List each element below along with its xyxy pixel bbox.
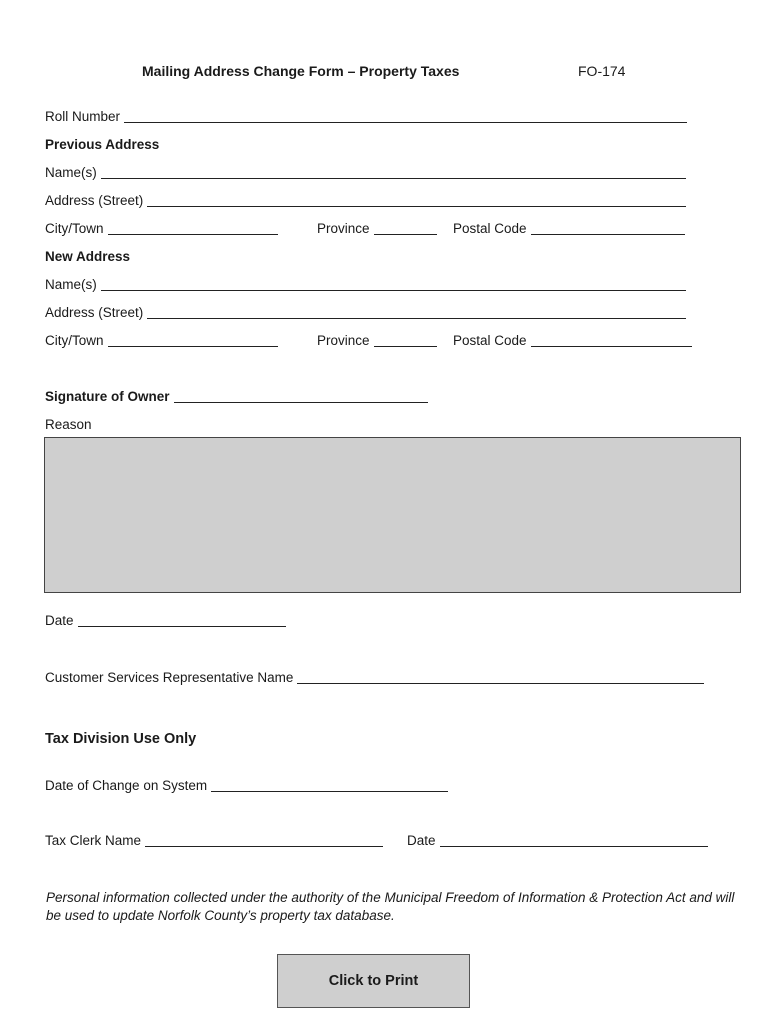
signature-field[interactable] [174,390,428,403]
previous-city-label: City/Town [45,221,104,236]
tax-clerk-date-row [407,833,708,849]
previous-city-row [45,221,278,237]
tax-clerk-date-label: Date [407,833,436,848]
form-title: Mailing Address Change Form – Property Taxes [142,63,460,79]
tax-clerk-field[interactable] [145,834,383,847]
tax-division-heading: Tax Division Use Only [45,731,197,747]
previous-city-field[interactable] [108,222,278,235]
date-change-row [45,778,448,794]
date-change-label: Date of Change on System [45,778,208,793]
roll-number-field[interactable] [124,110,687,123]
new-street-field[interactable] [147,306,686,319]
previous-province-label: Province [317,221,370,236]
tax-clerk-date-field[interactable] [440,834,708,847]
new-city-row [45,333,278,349]
signature-row [45,389,428,405]
reason-textarea[interactable] [44,437,741,593]
signature-label: Signature of Owner [45,389,170,404]
new-address-heading: New Address [45,249,131,264]
form-code: FO-174 [578,63,626,79]
new-names-label: Name(s) [45,277,97,292]
new-province-label: Province [317,333,370,348]
new-names-row [45,277,686,293]
previous-street-field[interactable] [147,194,686,207]
previous-names-label: Name(s) [45,165,97,180]
previous-province-field[interactable] [374,222,437,235]
new-street-label: Address (Street) [45,305,144,320]
new-postal-label: Postal Code [453,333,527,348]
new-province-row [317,333,437,349]
previous-names-row [45,165,686,181]
csr-label: Customer Services Representative Name [45,670,294,685]
csr-row [45,670,704,686]
date-field[interactable] [78,614,286,627]
previous-names-field[interactable] [101,166,686,179]
previous-postal-label: Postal Code [453,221,527,236]
date-change-field[interactable] [211,779,448,792]
new-postal-field[interactable] [531,334,692,347]
previous-postal-field[interactable] [531,222,685,235]
previous-street-label: Address (Street) [45,193,144,208]
new-province-field[interactable] [374,334,437,347]
previous-postal-row [453,221,685,237]
reason-label: Reason [45,417,92,432]
tax-clerk-row [45,833,383,849]
new-names-field[interactable] [101,278,686,291]
csr-field[interactable] [297,671,704,684]
previous-address-heading: Previous Address [45,137,160,152]
new-postal-row [453,333,692,349]
roll-number-row [45,109,687,125]
new-street-row [45,305,686,321]
print-button[interactable]: Click to Print [277,954,470,1008]
new-city-field[interactable] [108,334,278,347]
date-row [45,613,286,629]
privacy-notice: Personal information collected under the authority of the Municipal Freedom of Information & Protection Act and will be used to update Norfolk County’s property tax database. [46,890,735,923]
previous-province-row [317,221,437,237]
previous-street-row [45,193,686,209]
new-city-label: City/Town [45,333,104,348]
tax-clerk-label: Tax Clerk Name [45,833,142,848]
roll-number-label: Roll Number [45,109,121,124]
date-label: Date [45,613,74,628]
